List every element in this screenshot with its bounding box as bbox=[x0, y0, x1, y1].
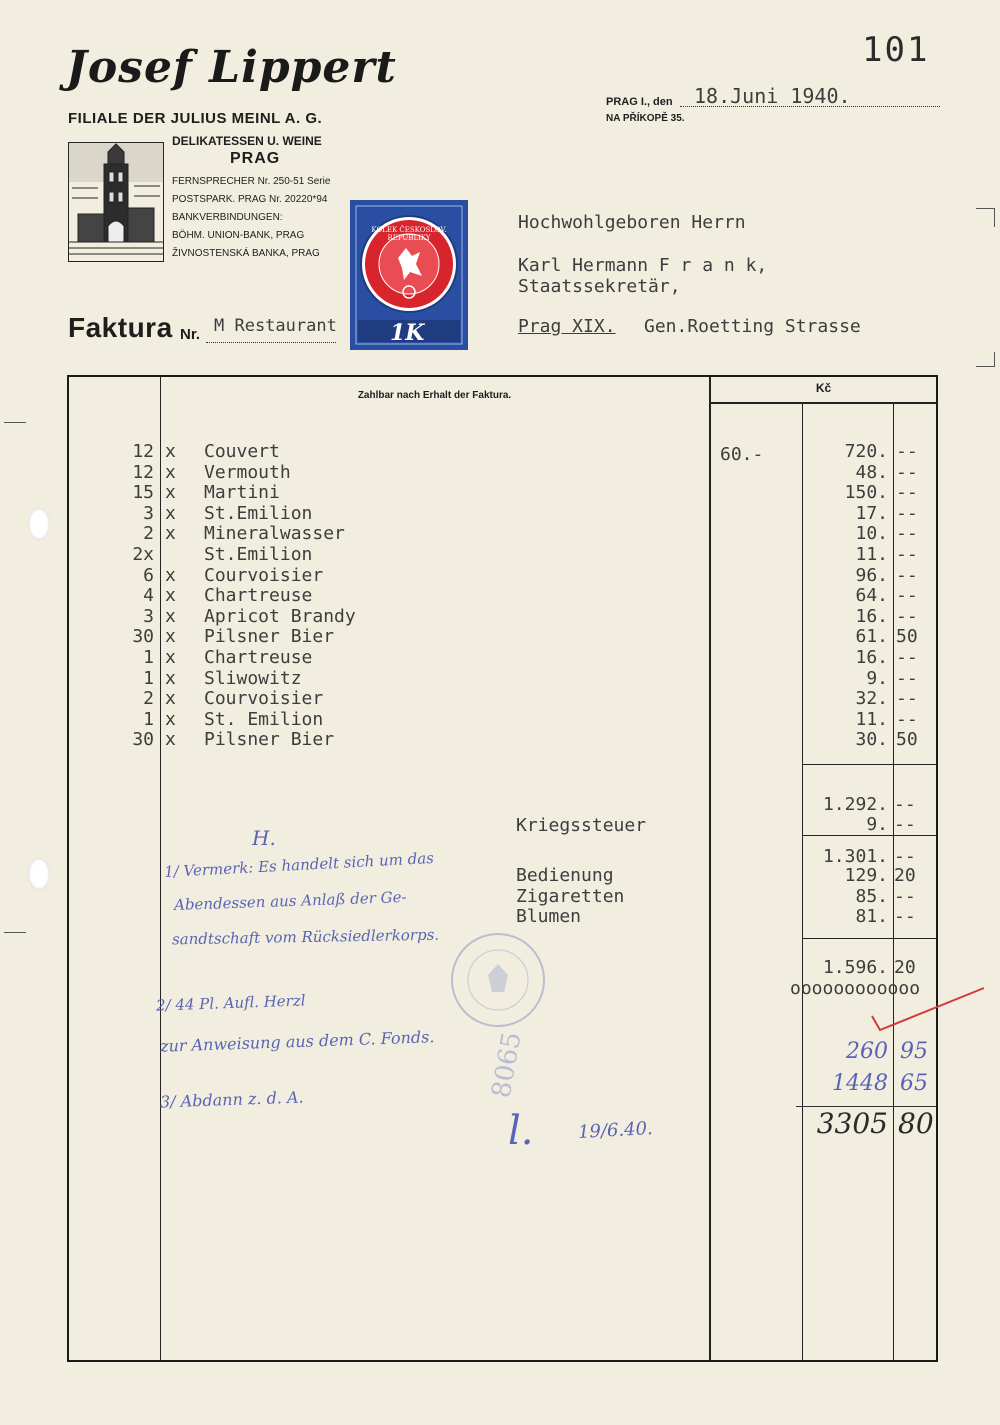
item-amount: 11. bbox=[855, 708, 888, 730]
hand-initial: l. bbox=[508, 1108, 534, 1154]
extra-label: Zigaretten bbox=[516, 885, 625, 907]
item-amount: 11. bbox=[855, 544, 888, 565]
item-times: x bbox=[165, 502, 176, 524]
item-times: x bbox=[165, 461, 176, 483]
bank-line-1: BÖHM. UNION-BANK, PRAG bbox=[172, 230, 305, 241]
qty-column-rule bbox=[160, 377, 161, 1360]
total-cents: 20 bbox=[894, 957, 916, 978]
item-amount: 10. bbox=[855, 523, 888, 545]
invoice-date: 18.Juni 1940. bbox=[694, 84, 851, 108]
item-cents: 50 bbox=[896, 729, 918, 751]
item-name: Vermouth bbox=[204, 461, 291, 483]
item-name: Chartreuse bbox=[204, 647, 313, 668]
subtotal-rule bbox=[803, 764, 936, 765]
item-cents: -- bbox=[896, 585, 918, 607]
hand-sum-1-cents: 95 bbox=[900, 1039, 928, 1064]
item-name: St.Emilion bbox=[204, 544, 313, 565]
item-times: x bbox=[165, 667, 176, 689]
total-filler: oooooooooooo bbox=[790, 978, 921, 999]
invoice-label: Faktura bbox=[68, 312, 173, 343]
item-qty: 2x bbox=[132, 544, 154, 565]
hand-note-line-1: 1/ Vermerk: Es handelt sich um das bbox=[163, 848, 435, 882]
item-cents: -- bbox=[896, 523, 918, 545]
fold-mark-right-bottom bbox=[976, 352, 995, 367]
shop-street: NA PŘÍKOPĚ 35. bbox=[606, 113, 685, 124]
item-qty: 4 bbox=[143, 585, 154, 607]
city-line: PRAG bbox=[230, 150, 281, 167]
price-column-rule bbox=[709, 377, 711, 1360]
item-name: Apricot Brandy bbox=[204, 605, 356, 627]
item-cents: -- bbox=[896, 688, 918, 710]
hand-note-line-6: 3/ Abdann z. d. A. bbox=[159, 1087, 304, 1112]
item-name: Chartreuse bbox=[204, 585, 313, 607]
item-amount: 9. bbox=[866, 667, 888, 689]
item-qty: 12 bbox=[132, 461, 154, 483]
currency-header: Kč bbox=[815, 381, 832, 395]
item-amount: 16. bbox=[855, 647, 888, 668]
extra-cents: -- bbox=[894, 885, 916, 907]
war-tax-label: Kriegssteuer bbox=[516, 815, 647, 836]
company-logo-text: Josef Lippert bbox=[66, 42, 397, 93]
bank-line-2: ŽIVNOSTENSKÁ BANKA, PRAG bbox=[172, 248, 320, 259]
item-times: x bbox=[165, 626, 176, 648]
faint-number: 8065 bbox=[486, 1029, 528, 1101]
hand-note-head: H. bbox=[252, 826, 276, 850]
page-number: 101 bbox=[862, 30, 930, 70]
hand-grand-cents: 80 bbox=[898, 1107, 934, 1140]
war-tax-cents: -- bbox=[894, 814, 916, 835]
extra-cents: 20 bbox=[894, 865, 916, 886]
recipient-name: Karl Hermann F r a n k, bbox=[518, 255, 768, 276]
item-name: Sliwowitz bbox=[204, 667, 302, 689]
total-rule bbox=[803, 938, 936, 939]
office-seal-stamp bbox=[448, 930, 548, 1030]
item-name: Mineralwasser bbox=[204, 523, 345, 545]
extra-cents: -- bbox=[894, 906, 916, 927]
branch-line: FILIALE DER JULIUS MEINL A. G. bbox=[68, 110, 323, 127]
item-cents: -- bbox=[896, 502, 918, 524]
item-qty: 2 bbox=[143, 523, 154, 545]
hand-date: 19/6.40. bbox=[577, 1118, 654, 1143]
item-times: x bbox=[165, 708, 176, 730]
item-cents: -- bbox=[896, 441, 918, 462]
subtotal2-amount: 1.301. bbox=[822, 846, 888, 867]
item-amount: 32. bbox=[855, 688, 888, 710]
payment-note: Zahlbar nach Erhalt der Faktura. bbox=[357, 390, 512, 401]
hand-sum-2-cents: 65 bbox=[900, 1071, 928, 1096]
item-qty: 2 bbox=[143, 688, 154, 710]
item-name: Pilsner Bier bbox=[204, 626, 335, 648]
extra-amount: 85. bbox=[855, 885, 888, 907]
item-cents: 50 bbox=[896, 626, 918, 648]
item-qty: 1 bbox=[143, 667, 154, 689]
item-cents: -- bbox=[896, 647, 918, 668]
item-times: x bbox=[165, 729, 176, 751]
fold-mark-right-top bbox=[976, 208, 995, 227]
item-cents: -- bbox=[896, 482, 918, 504]
hand-note-line-3: sandtschaft vom Rücksiedlerkorps. bbox=[171, 925, 440, 949]
item-amount: 30. bbox=[855, 729, 888, 751]
item-cents: -- bbox=[896, 461, 918, 483]
punch-hole-top bbox=[28, 508, 50, 540]
item-cents: -- bbox=[896, 544, 918, 565]
item-qty: 1 bbox=[143, 647, 154, 668]
item-times: x bbox=[165, 564, 176, 586]
item-times: x bbox=[165, 688, 176, 710]
war-tax-amount: 9. bbox=[866, 814, 888, 835]
recipient-street: Gen.Roetting Strasse bbox=[644, 316, 861, 337]
invoice-nr-label: Nr. bbox=[180, 326, 201, 343]
fold-mark-left-bottom bbox=[4, 932, 26, 933]
item-name: Courvoisier bbox=[204, 564, 324, 586]
item-cents: -- bbox=[896, 708, 918, 730]
extra-label: Bedienung bbox=[516, 865, 614, 886]
item-amount: 48. bbox=[855, 461, 888, 483]
stamp-value: 1K bbox=[390, 320, 425, 346]
item-amount: 17. bbox=[855, 502, 888, 524]
item-times: x bbox=[165, 482, 176, 504]
subtotal2-rule bbox=[803, 835, 936, 836]
item-cents: -- bbox=[896, 564, 918, 586]
subtotal-cents: -- bbox=[894, 794, 916, 815]
fold-mark-left-top bbox=[4, 422, 26, 423]
item-name: St.Emilion bbox=[204, 502, 313, 524]
unit-price-note: 60.- bbox=[720, 444, 764, 465]
item-amount: 720. bbox=[844, 441, 888, 462]
extra-amount: 129. bbox=[844, 865, 888, 886]
bank-heading: BANKVERBINDUNGEN: bbox=[172, 212, 283, 223]
currency-header-rule bbox=[709, 402, 938, 404]
item-amount: 61. bbox=[855, 626, 888, 648]
item-name: St. Emilion bbox=[204, 708, 324, 730]
invoice-nr-dotted-line bbox=[206, 342, 336, 343]
item-qty: 1 bbox=[143, 708, 154, 730]
item-amount: 96. bbox=[855, 564, 888, 586]
item-times: x bbox=[165, 523, 176, 545]
hand-note-line-5: zur Anweisung aus dem C. Fonds. bbox=[159, 1027, 435, 1056]
item-amount: 64. bbox=[855, 585, 888, 607]
extra-amount: 81. bbox=[855, 906, 888, 927]
hand-note-line-4: 2/ 44 Pl. Aufl. Herzl bbox=[155, 991, 306, 1015]
item-qty: 3 bbox=[143, 605, 154, 627]
item-times: x bbox=[165, 605, 176, 627]
item-name: Couvert bbox=[204, 441, 280, 462]
tower-engraving-image bbox=[68, 142, 164, 262]
item-name: Courvoisier bbox=[204, 688, 324, 710]
item-name: Martini bbox=[204, 482, 280, 504]
item-cents: -- bbox=[896, 667, 918, 689]
item-qty: 3 bbox=[143, 502, 154, 524]
place-label: PRAG I., den bbox=[606, 96, 673, 108]
stamp-legend: KOLEK ČESKOSLOV. REPUBLIKY bbox=[371, 226, 447, 242]
item-qty: 6 bbox=[143, 564, 154, 586]
phone-line: FERNSPRECHER Nr. 250-51 Serie bbox=[172, 176, 331, 187]
extra-label: Blumen bbox=[516, 906, 582, 927]
hand-note-line-2: Abendessen aus Anlaß der Ge- bbox=[173, 887, 407, 915]
postal-account-line: POSTSPARK. PRAG Nr. 20220*94 bbox=[172, 194, 328, 205]
item-qty: 30 bbox=[132, 626, 154, 648]
item-times: x bbox=[165, 647, 176, 668]
recipient-salutation: Hochwohlgeboren Herrn bbox=[518, 212, 746, 233]
invoice-number: M Restaurant bbox=[214, 316, 337, 336]
red-check-mark bbox=[866, 980, 990, 1036]
trade-line: DELIKATESSEN U. WEINE bbox=[172, 134, 322, 148]
item-amount: 16. bbox=[855, 605, 888, 627]
punch-hole-bottom bbox=[28, 858, 50, 890]
item-name: Pilsner Bier bbox=[204, 729, 335, 751]
recipient-title: Staatssekretär, bbox=[518, 276, 681, 297]
recipient-city: Prag XIX. bbox=[518, 316, 616, 337]
total-amount: 1.596. bbox=[822, 957, 888, 978]
item-times: x bbox=[165, 441, 176, 462]
item-times: x bbox=[165, 585, 176, 607]
item-cents: -- bbox=[896, 605, 918, 627]
hand-sum-2-amount: 1448 bbox=[832, 1071, 888, 1096]
subtotal2-cents: -- bbox=[894, 846, 916, 867]
item-qty: 30 bbox=[132, 729, 154, 751]
item-qty: 15 bbox=[132, 482, 154, 504]
hand-grand-amount: 3305 bbox=[816, 1107, 888, 1140]
subtotal-amount: 1.292. bbox=[822, 794, 888, 815]
hand-sum-1-amount: 260 bbox=[846, 1039, 888, 1064]
item-qty: 12 bbox=[132, 441, 154, 462]
item-amount: 150. bbox=[844, 482, 888, 504]
